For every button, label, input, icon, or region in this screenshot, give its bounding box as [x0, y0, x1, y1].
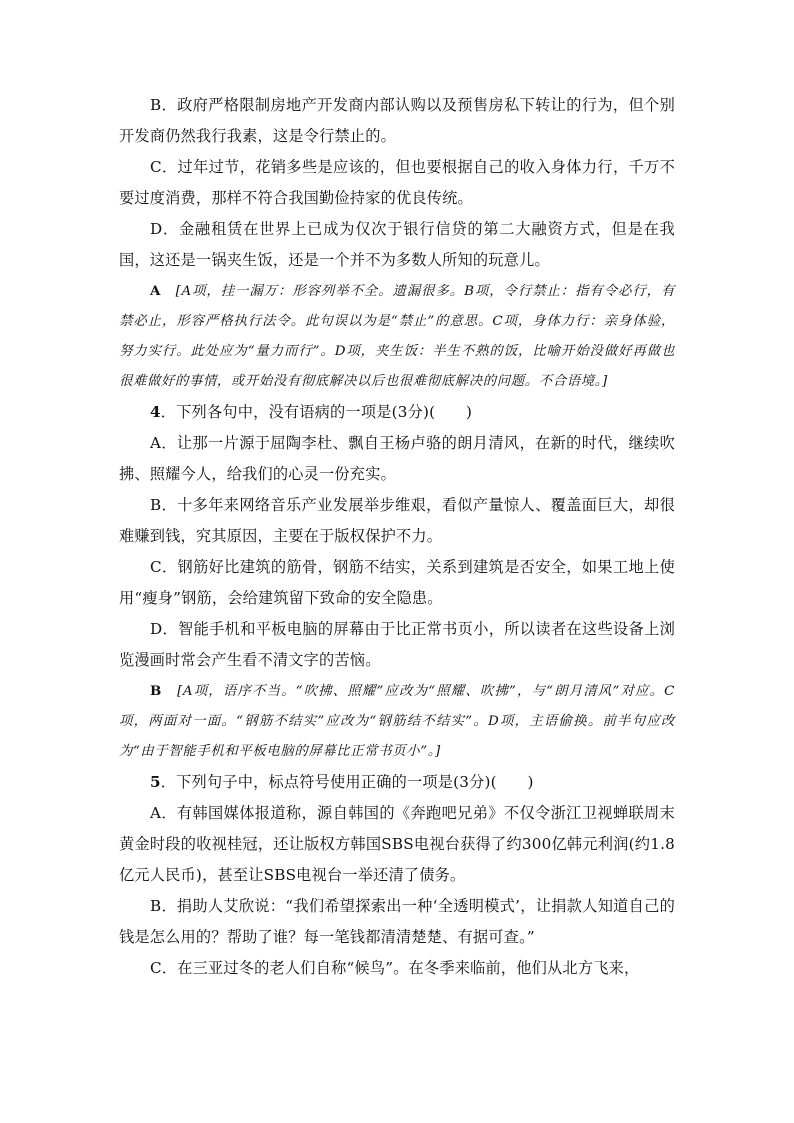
- q4-stem-text: ．下列各句中，没有语病的一项是(3分)( ): [160, 403, 473, 421]
- q3-option-c: C．过年过节，花销多些是应该的，但也要根据自己的收入身体力行，千万不要过度消费，那样不符合我国勤俭持家的优良传统。: [119, 158, 675, 207]
- q4-option-d: D．智能手机和平板电脑的屏幕由于比正常书页小，所以读者在这些设备上浏览漫画时常会产生看不清文字的苦恼。: [119, 620, 675, 669]
- q4-option-c: C．钢筋好比建筑的筋骨，钢筋不结实，关系到建筑是否安全，如果工地上使用“瘦身”钢筋，会给建筑留下致命的安全隐患。: [119, 558, 675, 607]
- q4-stem: [119, 397, 675, 428]
- q3-option-b: B．政府严格限制房地产开发商内部认购以及预售房私下转让的行为，但个别开发商仍然我行我素，这是令行禁止的。: [119, 96, 675, 145]
- q4-option-a: A．让那一片源于屈陶李杜、飘自王杨卢骆的朗月清风，在新的时代，继续吹拂、照耀今人，给我们的心灵一份充实。: [119, 434, 675, 483]
- q3-option-d: D．金融租赁在世界上已成为仅次于银行信贷的第二大融资方式，但是在我国，这还是一锅夹生饭，还是一个并不为多数人所知的玩意儿。: [119, 220, 675, 269]
- q5-option-c: C．在三亚过冬的老人们自称“候鸟”。在冬季来临前，他们从北方飞来，: [150, 959, 640, 977]
- q4-option-b: B．十多年来网络音乐产业发展举步维艰，看似产量惊人、覆盖面巨大，却很难赚到钱，究其原因，主要在于版权保护不力。: [119, 496, 675, 545]
- q5-stem: [119, 767, 675, 798]
- q5-stem-text: ．下列句子中，标点符号使用正确的一项是(3分)( ): [160, 773, 534, 791]
- q5-option-b: B．捐助人艾欣说：“我们希望探索出一种‘全透明模式’，让捐款人知道自己的钱是怎么用的？帮助了谁？每一笔钱都清清楚楚、有据可查。”: [119, 897, 675, 946]
- q4-answer: [119, 676, 675, 767]
- q3-answer-explanation: [A项，挂一漏万：形容列举不全。遗漏很多。B项，令行禁止：指有令必行，有禁必止，形容严格执行法令。此句误以为是“禁止”的意思。C项，身体力行：亲身体验，努力实行。此处应为“量力而行”。D项，夹生饭：半生不熟的饭，比喻开始没做好再做也很难做好的事情，或开始没有彻底解决以后也很难彻底解决的问题。不合语境。]: [119, 284, 675, 389]
- q5-number: 5: [150, 773, 161, 791]
- q4-answer-explanation: [A项，语序不当。“吹拂、照耀”应改为“照耀、吹拂”，与“朗月清风”对应。C项，两面对一面。“钢筋不结实”应改为“钢筋结不结实”。D项，主语偷换。前半句应改为“由于智能手机和平板电脑的屏幕比正常书页小”。]: [119, 684, 675, 759]
- q3-answer-letter: A: [150, 283, 161, 299]
- q4-number: 4: [150, 403, 161, 421]
- q5-option-a: A．有韩国媒体报道称，源自韩国的《奔跑吧兄弟》不仅令浙江卫视蝉联周末黄金时段的收视桂冠，还让版权方韩国SBS电视台获得了约300亿韩元利润(约1.8亿元人民币)，甚至让SBS电视台一举还清了债务。: [119, 804, 675, 884]
- q4-answer-letter: B: [150, 683, 162, 699]
- q3-answer: [119, 276, 675, 397]
- document-body: [119, 90, 675, 984]
